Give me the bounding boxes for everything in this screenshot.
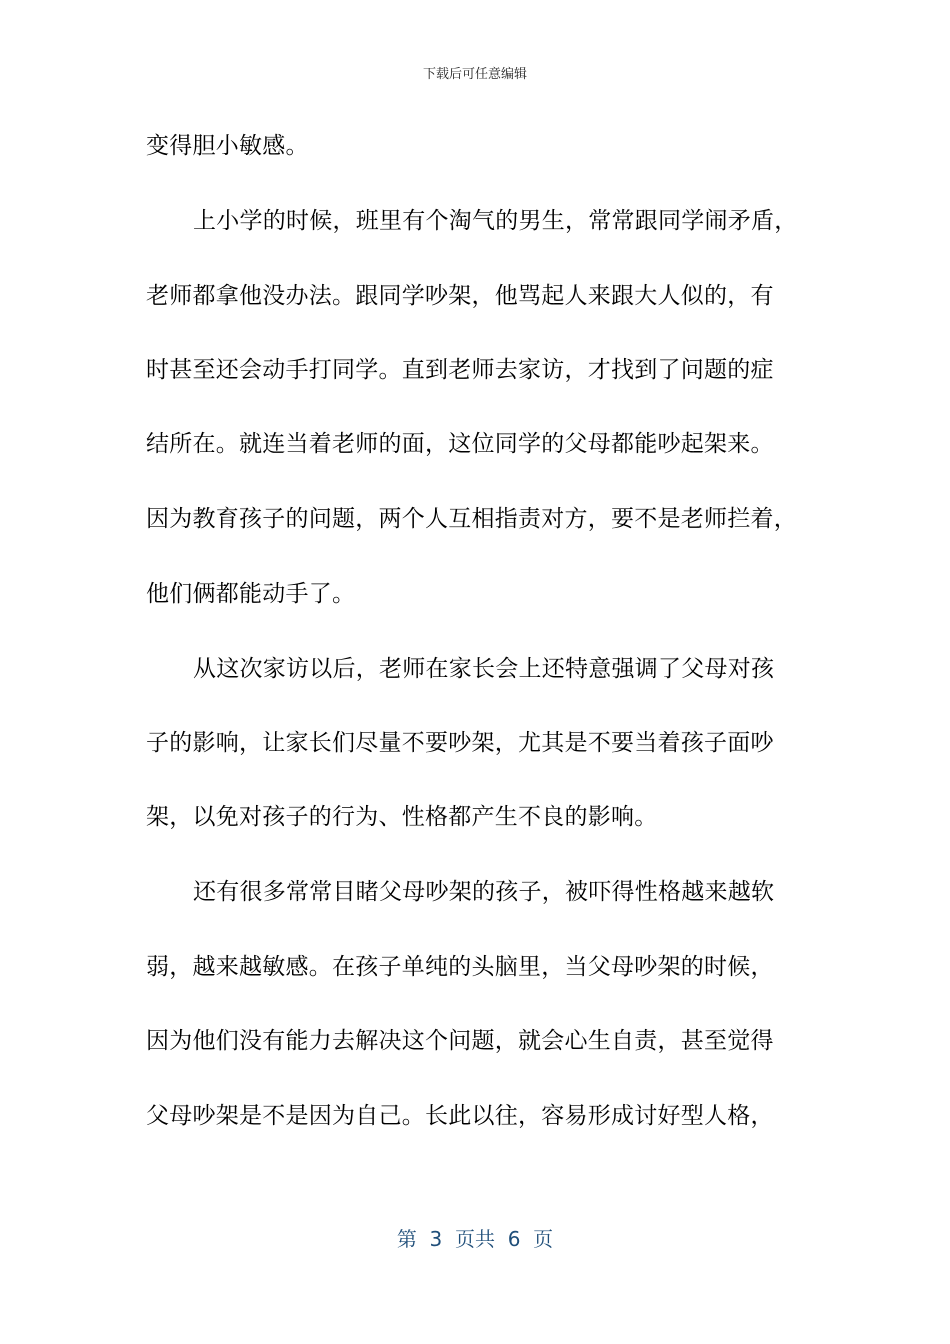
paragraph-line: 父母吵架是不是因为自己。长此以往，容易形成讨好型人格， (146, 1103, 774, 1129)
page-header: 下载后可任意编辑 (422, 67, 527, 82)
paragraph-line: 因为教育孩子的问题，两个人互相指责对方，要不是老师拦着， (146, 506, 797, 532)
page-number-footer: 第 3 页共 6 页 (396, 1227, 554, 1251)
paragraph-line: 从这次家访以后，老师在家长会上还特意强调了父母对孩 (193, 656, 775, 682)
paragraph-line: 因为他们没有能力去解决这个问题，就会心生自责，甚至觉得 (146, 1028, 774, 1054)
paragraph-line: 子的影响，让家长们尽量不要吵架，尤其是不要当着孩子面吵 (146, 730, 774, 756)
paragraph-line: 老师都拿他没办法。跟同学吵架，他骂起人来跟大人似的，有 (146, 283, 774, 309)
paragraph-line: 变得胆小敏感。 (146, 133, 309, 159)
paragraph-line: 时甚至还会动手打同学。直到老师去家访，才找到了问题的症 (146, 357, 774, 383)
paragraph-line: 结所在。就连当着老师的面，这位同学的父母都能吵起架来。 (146, 431, 774, 457)
paragraph-line: 还有很多常常目睹父母吵架的孩子，被吓得性格越来越软 (193, 879, 775, 905)
paragraph-line: 上小学的时候，班里有个淘气的男生，常常跟同学闹矛盾， (193, 208, 798, 234)
paragraph-line: 架，以免对孩子的行为、性格都产生不良的影响。 (146, 804, 658, 830)
paragraph-line: 他们俩都能动手了。 (146, 581, 356, 607)
paragraph-line: 弱，越来越敏感。在孩子单纯的头脑里，当父母吵架的时候， (146, 954, 774, 980)
